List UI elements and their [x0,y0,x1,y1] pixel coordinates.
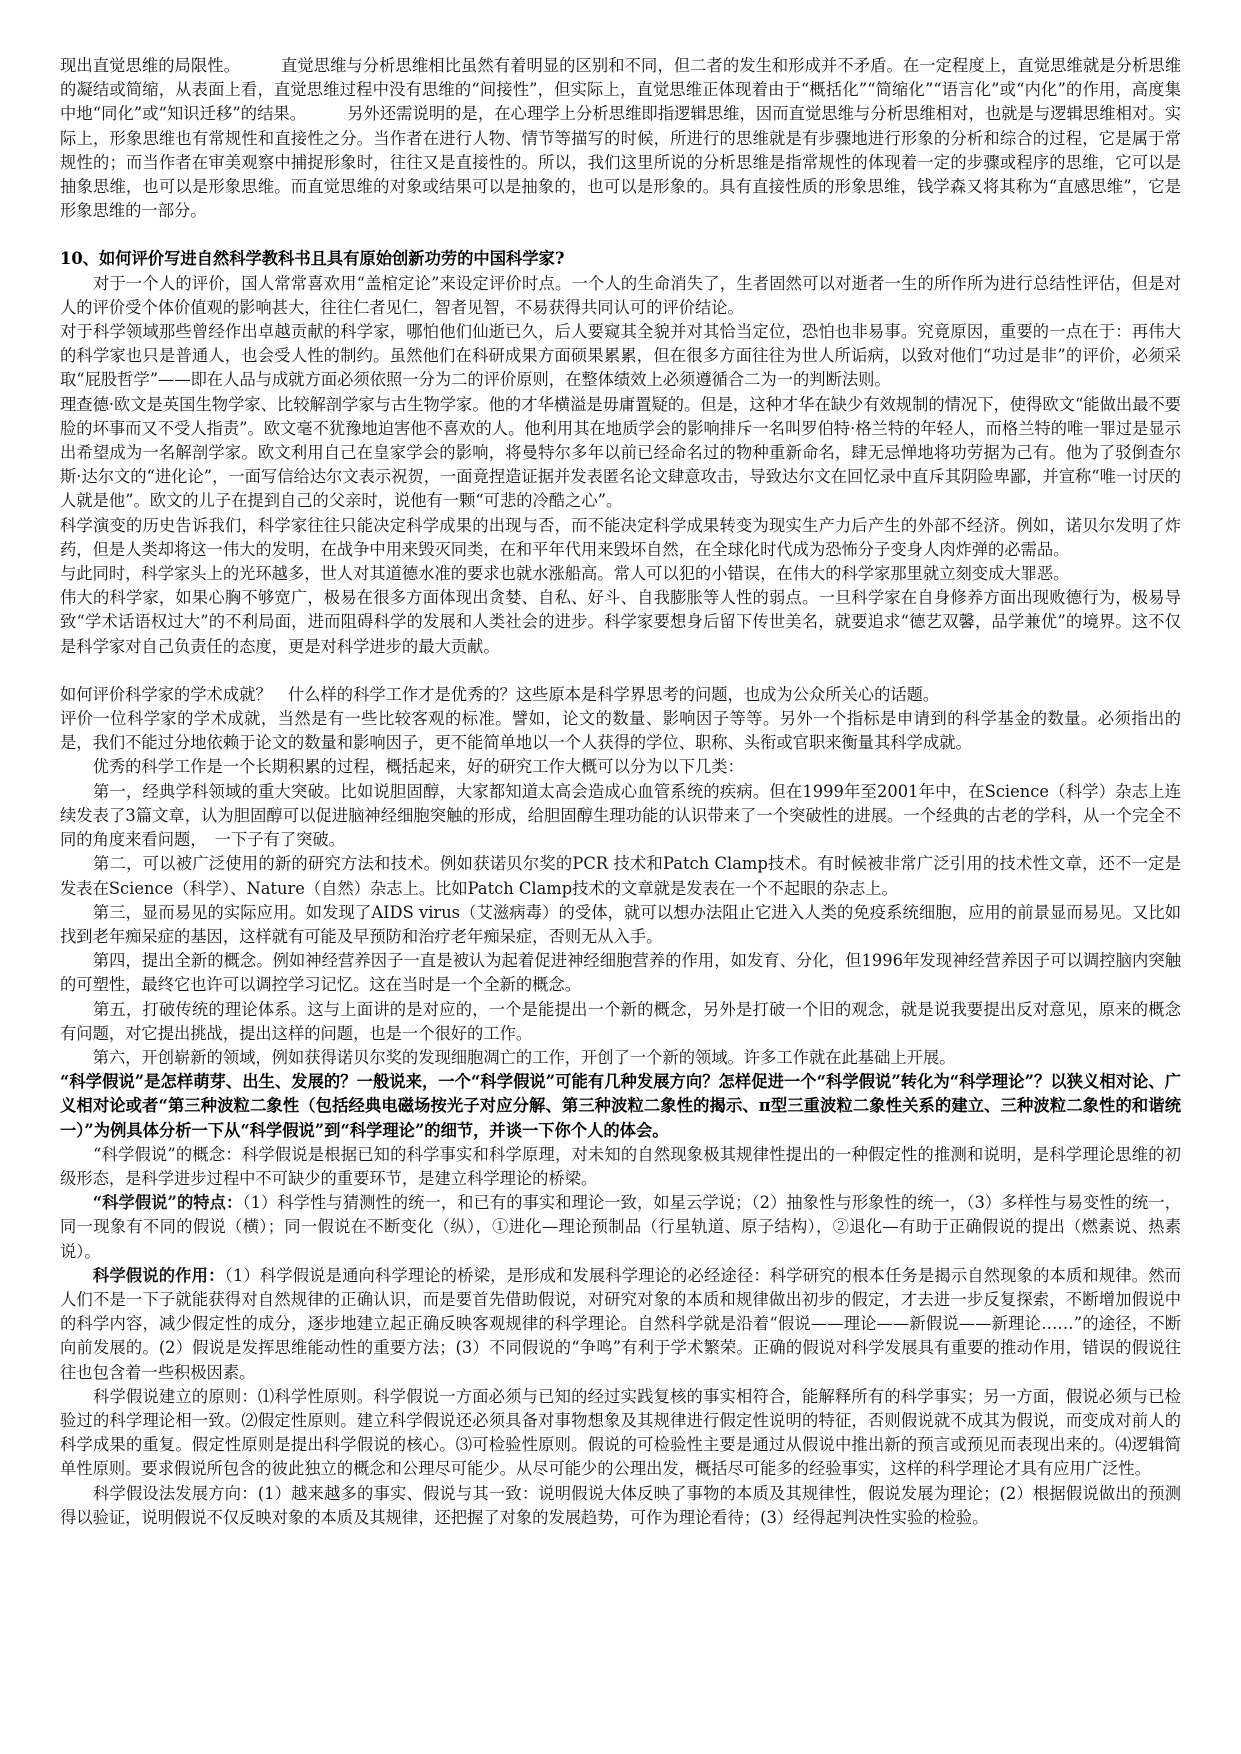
paragraph-text: 第四，提出全新的概念。例如神经营养因子一直是被认为起着促进神经细胞营养的作用，如发育、分化，但1996年发现神经营养因子可以调控脑内突触的可塑性，最终它也许可以调控学习记忆。这在当时是一个全新的概念。 [60,951,1181,995]
paragraph-text: （1）科学假说是通向科学理论的桥梁，是形成和发展科学理论的必经途径：科学研究的根本任务是揭示自然现象的本质和规律。然而人们不是一下子就能获得对自然规律的正确认识，而是要首先借助假说，对研究对象的本质和规律做出初步的假定，才去进一步反复探索，不断增加假说中的科学内容，减少假定性的成分，逐步地建立起正确反映客观规律的科学理论。自然科学就是沿着“假说——理论——新假说——新理论……”的途径，不断向前发展的。(2）假说是发挥思维能动性的重要方法；(3）不同假说的“争鸣”有利于学术繁荣。正确的假说对科学发展具有重要的推动作用，错误的假说往往也包含着一些积极因素。 [60,1265,1181,1382]
body-paragraph [60,1046,1181,1070]
paragraph-text: 第一，经典学科领域的重大突破。比如说胆固醇，大家都知道太高会造成心血管系统的疾病。但在1999年至2001年中，在Science（科学）杂志上连续发表了3篇文章，认为胆固醇可以促进脑神经细胞突触的形成，给胆固醇生理功能的认识带来了一个突破性的进展。一个经典的古老的学科，从一个完全不同的角度来看问题， 一下子有了突破。 [60,781,1181,850]
body-paragraph [60,562,1181,586]
body-paragraph [60,320,1181,393]
body-paragraph [60,1482,1181,1530]
body-paragraph [60,1385,1181,1482]
bold-lead: 科学假说的作用： [60,1265,225,1285]
paragraph-text: 科学演变的历史告诉我们，科学家往往只能决定科学成果的出现与否，而不能决定科学成果转变为现实生产力后产生的外部不经济。例如，诺贝尔发明了炸药，但是人类却将这一伟大的发明，在战争中用来毁灭同类，在和平年代用来毁坏自然，在全球化时代成为恐怖分子变身人肉炸弹的必需品。 [60,515,1181,559]
paragraph-text: “科学假说”的概念：科学假说是根据已知的科学事实和科学原理，对未知的自然现象极其规律性提出的一种假定性的推测和说明，是科学理论思维的初级形态，是科学进步过程中不可缺少的重要环节，是建立科学理论的桥梁。 [60,1144,1181,1188]
paragraph-text: 优秀的科学工作是一个长期积累的过程，概括起来，好的研究工作大概可以分为以下几类： [60,757,744,777]
paragraph-text: 如何评价科学家的学术成就？ 什么样的科学工作才是优秀的？这些原本是科学界思考的问题，也成为公众所关心的话题。 [60,684,940,704]
paragraph-text: 科学假设法发展方向：(1）越来越多的事实、假说与其一致：说明假说大体反映了事物的本质及其规律性，假说发展为理论；(2）根据假说做出的预测得以验证，说明假说不仅反映对象的本质及其规律，还把握了对象的发展趋势，可作为理论看待；(3）经得起判决性实验的检验。 [60,1483,1181,1527]
body-paragraph [60,707,1181,755]
paragraph-text: 第六，开创崭新的领域，例如获得诺贝尔奖的发现细胞凋亡的工作，开创了一个新的领域。许多工作就在此基础上开展。 [60,1047,956,1067]
paragraph-text: “科学假说”是怎样萌芽、出生、发展的？一般说来，一个“科学假说”可能有几种发展方向？怎样促进一个“科学假说”转化为“科学理论”？以狭义相对论、广义相对论或者“第三种波粒二象性（包括经典电磁场按光子对应分解、第三种波粒二象性的揭示、π型三重波粒二象性关系的建立、三种波粒二象性的和谐统一）”为例具体分析一下从“科学假说”到“科学理论”的细节，并谈一下你个人的体会。 [60,1072,1181,1140]
paragraph-text: 10、如何评价写进自然科学教科书且具有原始创新功劳的中国科学家? [60,249,565,269]
paragraph-text: 第三，显而易见的实际应用。如发现了AIDS virus（艾滋病毒）的受体，就可以想办法阻止它进入人类的免疫系统细胞，应用的前景显而易见。又比如找到老年痴呆症的基因，这样就有可能及早预防和治疗老年痴呆症，否则无从入手。 [60,902,1181,946]
paragraph-text: 现出直觉思维的局限性。 直觉思维与分析思维相比虽然有着明显的区别和不同，但二者的发生和形成并不矛盾。在一定程度上，直觉思维就是分析思维的凝结或简缩，从表面上看，直觉思维过程中没有思维的“间接性”，但实际上，直觉思维正体现着由于“概括化”“简缩化”“语言化”或“内化”的作用，高度集中地“同化”或“知识迁移”的结果。 另外还需说明的是，在心理学上分析思维即指逻辑思维，因而直觉思维与分析思维相对，也就是与逻辑思维相对。实际上，形象思维也有常规性和直接性之分。当作者在进行人物、情节等描写的时候，所进行的思维就是有步骤地进行形象的分析和综合的过程，它是属于常规性的；而当作者在审美观察中捕捉形象时，往往又是直接性的。所以，我们这里所说的分析思维是指常规性的体现着一定的步骤或程序的思维，它可以是抽象思维，也可以是形象思维。而直觉思维的对象或结果可以是抽象的，也可以是形象的。具有直接性质的形象思维，钱学森又将其称为“直感思维”，它是形象思维的一部分。 [60,56,1181,221]
body-paragraph [60,1191,1181,1264]
bold-lead: “科学假说”的特点： [60,1193,243,1213]
section-heading [60,1070,1181,1143]
body-paragraph [60,514,1181,562]
body-paragraph [60,1143,1181,1191]
paragraph-text: 对于一个人的评价，国人常常喜欢用“盖棺定论”来设定评价时点。一个人的生命消失了，生者固然可以对逝者一生的所作所为进行总结性评估，但是对人的评价受个体价值观的影响甚大，往往仁者见仁，智者见智，不易获得共同认可的评价结论。 [60,273,1181,317]
body-paragraph [60,272,1181,320]
paragraph-gap [60,223,1181,247]
body-paragraph [60,901,1181,949]
body-paragraph [60,780,1181,853]
body-paragraph [60,755,1181,779]
section-heading [60,247,1181,271]
body-paragraph [60,393,1181,514]
paragraph-text: 对于科学领域那些曾经作出卓越贡献的科学家，哪怕他们仙逝已久，后人要窥其全貌并对其恰当定位，恐怕也非易事。究竟原因，重要的一点在于：再伟大的科学家也只是普通人，也会受人性的制约。虽然他们在科研成果方面硕果累累，但在很多方面往往为世人所诟病，以致对他们“功过是非”的评价，必须采取“屁股哲学”——即在人品与成就方面必须依照一分为二的评价原则，在整体绩效上必须遵循合二为一的判断法则。 [60,322,1181,390]
body-paragraph [60,949,1181,997]
paragraph-text: 第二，可以被广泛使用的新的研究方法和技术。例如获诺贝尔奖的PCR 技术和Patch Clamp技术。有时候被非常广泛引用的技术性文章，还不一定是发表在Science（科学）、Nature（自然）杂志上。比如Patch Clamp技术的文章就是发表在一个不起眼的杂志上。 [60,854,1181,898]
body-paragraph [60,54,1181,223]
body-paragraph [60,852,1181,900]
body-paragraph [60,683,1181,707]
paragraph-text: 理查德·欧文是英国生物学家、比较解剖学家与古生物学家。他的才华横溢是毋庸置疑的。但是，这种才华在缺少有效规制的情况下，使得欧文“能做出最不要脸的坏事而又不受人指责”。欧文毫不犹豫地迫害他不喜欢的人。他利用其在地质学会的影响排斥一名叫罗伯特·格兰特的年轻人，而格兰特的唯一罪过是显示出希望成为一名解剖学家。欧文利用自己在皇家学会的影响，将曼特尔多年以前已经命名过的物种重新命名，肆无忌惮地将功劳据为己有。他为了驳倒查尔斯·达尔文的“进化论”，一面写信给达尔文表示祝贺，一面竟捏造证据并发表匿名论文肆意攻击，导致达尔文在回忆录中直斥其阴险卑鄙，并宣称“唯一讨厌的人就是他”。欧文的儿子在提到自己的父亲时，说他有一颗“可悲的冷酷之心”。 [60,394,1181,511]
body-paragraph [60,1264,1181,1385]
paragraph-text: 第五，打破传统的理论体系。这与上面讲的是对应的，一个是能提出一个新的概念，另外是打破一个旧的观念，就是说我要提出反对意见，原来的概念有问题，对它提出挑战，提出这样的问题，也是一个很好的工作。 [60,999,1181,1043]
paragraph-text: 评价一位科学家的学术成就，当然是有一些比较客观的标准。譬如，论文的数量、影响因子等等。另外一个指标是申请到的科学基金的数量。必须指出的是，我们不能过分地依赖于论文的数量和影响因子，更不能简单地以一个人获得的学位、职称、头衔或官职来衡量其科学成就。 [60,709,1181,753]
paragraph-text: （1）科学性与猜测性的统一，和已有的事实和理论一致，如星云学说；（2）抽象性与形象性的统一，（3）多样性与易变性的统一，同一现象有不同的假说（横）；同一假说在不断变化（纵），①进化—理论预制品（行星轨道、原子结构），②退化—有助于正确假说的提出（燃素说、热素说）。 [60,1193,1181,1261]
paragraph-text: 科学假说建立的原则：⑴科学性原则。科学假说一方面必须与已知的经过实践复核的事实相符合，能解释所有的科学事实；另一方面，假说必须与已检验过的科学理论相一致。⑵假定性原则。建立科学假说还必须具备对事物想象及其规律进行假定性说明的特征，否则假说就不成其为假说，而变成对前人的科学成果的重复。假定性原则是提出科学假说的核心。⑶可检验性原则。假说的可检验性主要是通过从假说中推出新的预言或预见而表现出来的。⑷逻辑简单性原则。要求假说所包含的彼此独立的概念和公理尽可能少。从尽可能少的公理出发，概括尽可能多的经验事实，这样的科学理论才具有应用广泛性。 [60,1386,1181,1479]
body-paragraph [60,586,1181,659]
body-paragraph [60,998,1181,1046]
paragraph-text: 与此同时，科学家头上的光环越多，世人对其道德水准的要求也就水涨船高。常人可以犯的小错误，在伟大的科学家那里就立刻变成大罪恶。 [60,564,1070,584]
paragraph-text: 伟大的科学家，如果心胸不够宽广，极易在很多方面体现出贪婪、自私、好斗、自我膨胀等人性的弱点。一旦科学家在自身修养方面出现败德行为，极易导致“学术话语权过大”的不利局面，进而阻碍科学的发展和人类社会的进步。科学家要想身后留下传世美名，就要追求“德艺双馨，品学兼优”的境界。这不仅是科学家对自己负责任的态度，更是对科学进步的最大贡献。 [60,588,1181,656]
paragraph-gap [60,659,1181,683]
